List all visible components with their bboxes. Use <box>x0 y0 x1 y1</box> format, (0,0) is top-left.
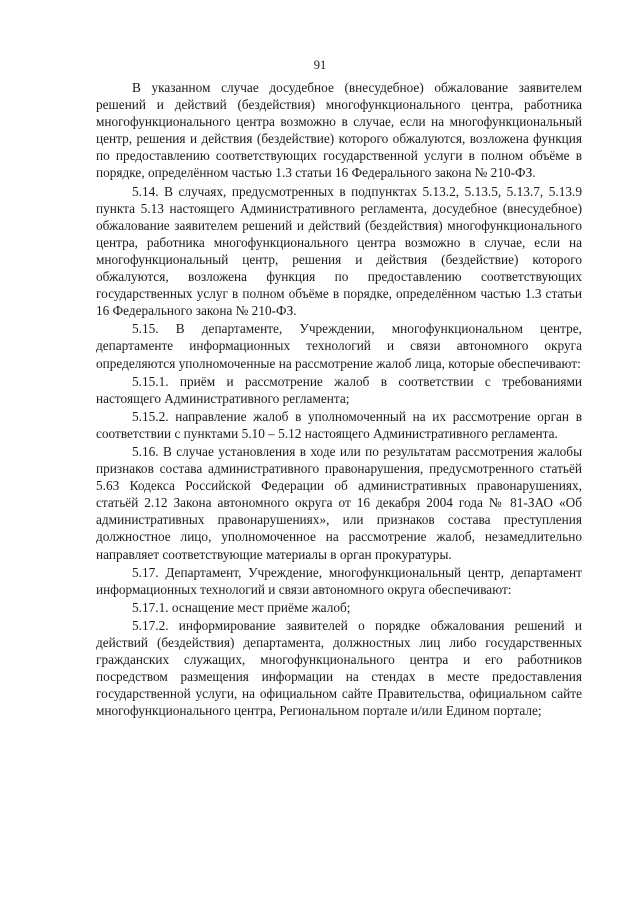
paragraph-5-15-1: 5.15.1. приём и рассмотрение жалоб в соответствии с требованиями настоящего Административного регламента; <box>96 373 582 406</box>
paragraph-5-17-2: 5.17.2. информирование заявителей о порядке обжалования решений и действий (бездействия) департамента, должностных лиц либо государственных гражданских служащих, многофункционального центра и его работников посредством размещения информации на стендах в месте предоставления государственной услуги, на официальном сайте Правительства, официальном сайте многофункционального центра, Региональном портале и/или Едином портале; <box>96 617 582 719</box>
paragraph-5-14: 5.14. В случаях, предусмотренных в подпунктах 5.13.2, 5.13.5, 5.13.7, 5.13.9 пункта 5.13 настоящего Административного регламента, досудебное (внесудебное) обжалование заявителем решений и действий (бездействия) многофункционального центра, работника многофункционального центра возможно в случае, если на многофункциональный центр, решения и действия (бездействие) которого обжалуются, возложена функция по предоставлению соответствующих государственных услуг в полном объёме в порядке, определённом частью 1.3 статьи 16 Федерального закона № 210-ФЗ. <box>96 183 582 319</box>
paragraph-5-17-1: 5.17.1. оснащение мест приёме жалоб; <box>132 599 351 615</box>
paragraph-5-16: 5.16. В случае установления в ходе или по результатам рассмотрения жалобы признаков состава административного правонарушения, предусмотренного статьёй 5.63 Кодекса Российской Федерации об административных правонарушениях, статьёй 2.12 Закона автономного округа от 16 декабря 2004 года № 81-ЗАО «Об административных правонарушениях», или признаков состава преступления должностное лицо, уполномоченное на рассмотрение жалоб, незамедлительно направляет соответствующие материалы в орган прокуратуры. <box>96 443 582 562</box>
paragraph-intro: В указанном случае досудебное (внесудебное) обжалование заявителем решений и действий (бездействия) многофункционального центра, работника многофункционального центра возможно в случае, если на многофункциональный центр, решения и действия (бездействие) которого обжалуются, возложена функция по предоставлению соответствующих государственной услуги в полном объёме в порядке, определённом частью 1.3 статьи 16 Федерального закона № 210-ФЗ. <box>96 80 582 181</box>
paragraph-5-17: 5.17. Департамент, Учреждение, многофункциональный центр, департамент информационных технологий и связи автономного округа обеспечивают: <box>96 564 582 597</box>
paragraph-5-15: 5.15. В департаменте, Учреждении, многофункциональном центре, департаменте информационных технологий и связи автономного округа определяются уполномоченные на рассмотрение жалоб лица, которые обеспечивают: <box>96 321 582 371</box>
document-body <box>96 79 582 719</box>
page-number: 91 <box>313 58 327 72</box>
paragraph-5-15-2: 5.15.2. направление жалоб в уполномоченный на их рассмотрение орган в соответствии с пунктами 5.10 – 5.12 настоящего Административного регламента. <box>96 408 582 441</box>
